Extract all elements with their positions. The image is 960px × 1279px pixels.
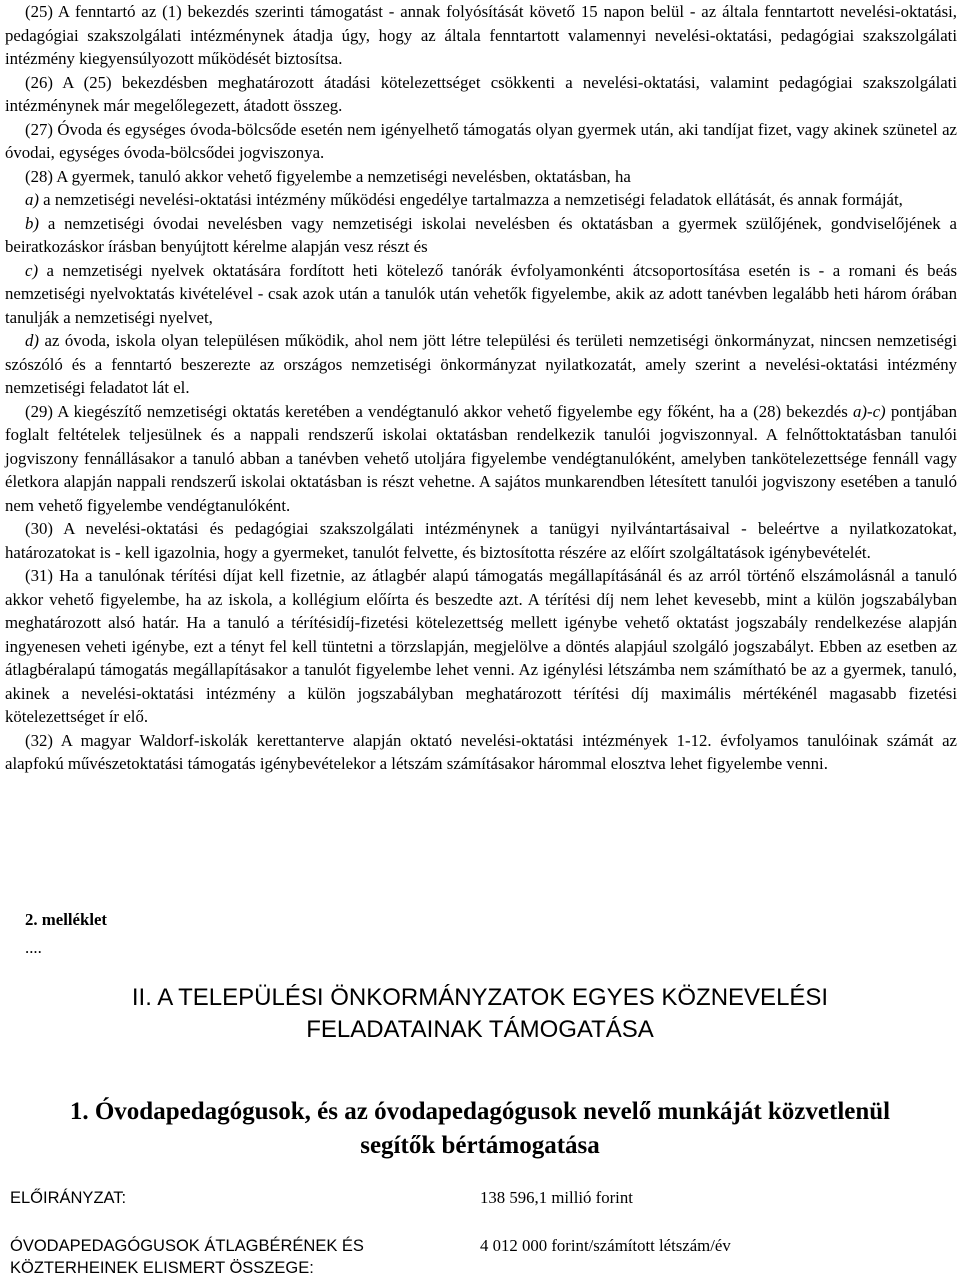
paragraph-26: (26) A (25) bekezdésben meghatározott átadási kötelezettséget csökkenti a nevelési-oktatási, valamint pedagógiai szakszolgálati intézménynek már megelőlegezett, átadott összeg. — [5, 72, 957, 115]
section-title-line-2: FELADATAINAK TÁMOGATÁSA — [306, 1016, 654, 1043]
paragraph-28-item-c — [5, 259, 957, 330]
paragraph-29-text-a: (29) A kiegészítő nemzetiségi oktatás keretében a vendégtanuló akkor vehető figyelembe egy főként, ha a (28) bekezdés — [25, 401, 853, 421]
paragraph-29 — [5, 400, 957, 518]
paragraph-25: (25) A fenntartó az (1) bekezdés szerinti támogatást - annak folyósítását követő 15 napon belül - az általa fenntartott nevelési-oktatási, pedagógiai szakszolgálati intézménynek átadja úgy, hogy az általa fenntartott valamennyi nevelési-oktatási, pedagógiai szakszolgálati intézmény kiegyensúlyozott működését biztosítsa. — [5, 2, 957, 68]
paragraph-31: (31) Ha a tanulónak térítési díjat kell fizetnie, az átlagbér alapú támogatás megállapításánál és az arról történő elszámolásnál a tanuló akkor vehető figyelembe, ha az iskola, a kollégium előírta és beszedte azt. A térítési díj nem lehet kevesebb, mint a külön jogszabályban meghatározott alsó határ. Ha a tanuló a térítésidíj-fizetési kötelezettség mellett igénybe vehető oktatást jogszabály rendelkezése alapján ingyenesen veheti igénybe, ezt a tényt fel kell tüntetni a törzslapján, megjelölve a döntés alapjául szolgáló jogszabályt. Ebben az esetben az átlagbéralapú támogatás megállapításakor a tanulót figyelembe lehet venni. Az igénylési létszámba nem számítható be az a gyermek, tanuló, akinek a nevelési-oktatási intézmény a külön jogszabályban meghatározott térítési díj maximális mértékénél magasabb fizetési kötelezettséget ír elő. — [5, 566, 957, 726]
paragraph-28: (28) A gyermek, tanuló akkor vehető figyelembe a nemzetiségi nevelésben, oktatásban, ha — [25, 166, 631, 186]
annex-title: 2. melléklet — [25, 910, 108, 929]
average-wage-label-line-1: ÓVODAPEDAGÓGUSOK ÁTLAGBÉRÉNEK ÉS — [10, 1237, 364, 1255]
appropriation-value: 138 596,1 millió forint — [480, 1188, 633, 1207]
legal-text-body — [5, 0, 957, 776]
item-marker: a) — [25, 190, 39, 209]
subsection-title-line-2: segítők bértámogatása — [360, 1132, 600, 1159]
item-text: a nemzetiségi nyelvek oktatására fordított heti kötelező tanórák évfolyamonkénti átcsoportosítása esetén is - a romani és beás nemzetiségi nyelvoktatás kivételével - csak azok után a tanulók után vehetők figyelembe, akik az adott tanévben legalább heti három órában tanulják a nemzetiségi nyelvet, — [5, 260, 957, 327]
ellipsis-dots: .... — [25, 938, 42, 957]
paragraph-27: (27) Óvoda és egységes óvoda-bölcsőde esetén nem igényelhető támogatás olyan gyermek után, aki tandíjat fizet, vagy akinek szünetel az óvodai, egységes óvoda-bölcsődei jogviszonya. — [5, 119, 957, 162]
section-title — [0, 982, 960, 1046]
average-wage-value: 4 012 000 forint/számított létszám/év — [480, 1236, 731, 1255]
section-title-line-1: II. A TELEPÜLÉSI ÖNKORMÁNYZATOK EGYES KÖZNEVELÉSI — [131, 984, 829, 1011]
item-marker: b) — [25, 213, 39, 233]
item-text: a nemzetiségi nevelési-oktatási intézmény működési engedélye tartalmazza a nemzetiségi feladatok ellátását, és annak formáját, — [38, 190, 903, 209]
average-wage-label — [10, 1235, 364, 1279]
paragraph-29-marker: a)-c) — [853, 401, 886, 421]
appropriation-label: ELŐIRÁNYZAT: — [10, 1189, 127, 1207]
item-text: az óvoda, iskola olyan településen működik, ahol nem jött létre települési és területi nemzetiségi önkormányzat, nincsen nemzetiségi szószóló és a fenntartó beszerezte az országos nemzetiségi önkormányzat nyilatkozatát, amely szerint a nevelési-oktatási intézmény nemzetiségi feladatot lát el. — [5, 331, 957, 397]
subsection-title — [0, 1095, 960, 1163]
paragraph-30: (30) A nevelési-oktatási és pedagógiai szakszolgálati intézménynek a tanügyi nyilvántartásaival - beleértve a nyilatkozatokat, határozatokat is - kell igazolnia, hogy a gyermeket, tanulót felvette, és biztosította részére az előírt szolgáltatások igénybevételét. — [5, 519, 957, 562]
paragraph-28-item-d — [5, 329, 957, 400]
item-text: a nemzetiségi óvodai nevelésben vagy nemzetiségi iskolai nevelésben és oktatásban a gyermek szülőjének, gondviselőjének a beiratkozáskor írásban benyújtott kérelme alapján vesz részt és — [5, 213, 957, 256]
item-marker: c) — [25, 260, 39, 280]
paragraph-28-item-b — [5, 212, 957, 259]
paragraph-29-text-b: pontjában foglalt feltételek teljesülnek és a nappali rendszerű iskolai oktatásban rendelkezik tanulói jogviszonnyal. A felnőttoktatásban tanulói jogviszony fennállásakor a tanuló abban a tanévben vehető utoljára figyelembe vendégtanulóként, amelyben tankötelezettsége fennáll vagy életkora alapján nappali rendszerű iskolai oktatásban is részt vehetne. A sajátos munkarendben létesített tanulói jogviszony esetében a tanuló nem vehető figyelembe vendégtanulóként. — [5, 401, 957, 515]
item-marker: d) — [25, 331, 39, 350]
average-wage-label-line-2: KÖZTERHEINEK ELISMERT ÖSSZEGE: — [10, 1259, 314, 1277]
subsection-title-line-1: 1. Óvodapedagógusok, és az óvodapedagógusok nevelő munkáját közvetlenül — [69, 1098, 891, 1125]
paragraph-28-item-a — [5, 188, 957, 212]
paragraph-32: (32) A magyar Waldorf-iskolák kerettanterve alapján oktató nevelési-oktatási intézmények 1-12. évfolyamos tanulóinak számát az alapfokú művészetoktatási támogatás igénybevételekor a létszám számításakor hárommal elosztva lehet figyelembe venni. — [5, 730, 957, 773]
